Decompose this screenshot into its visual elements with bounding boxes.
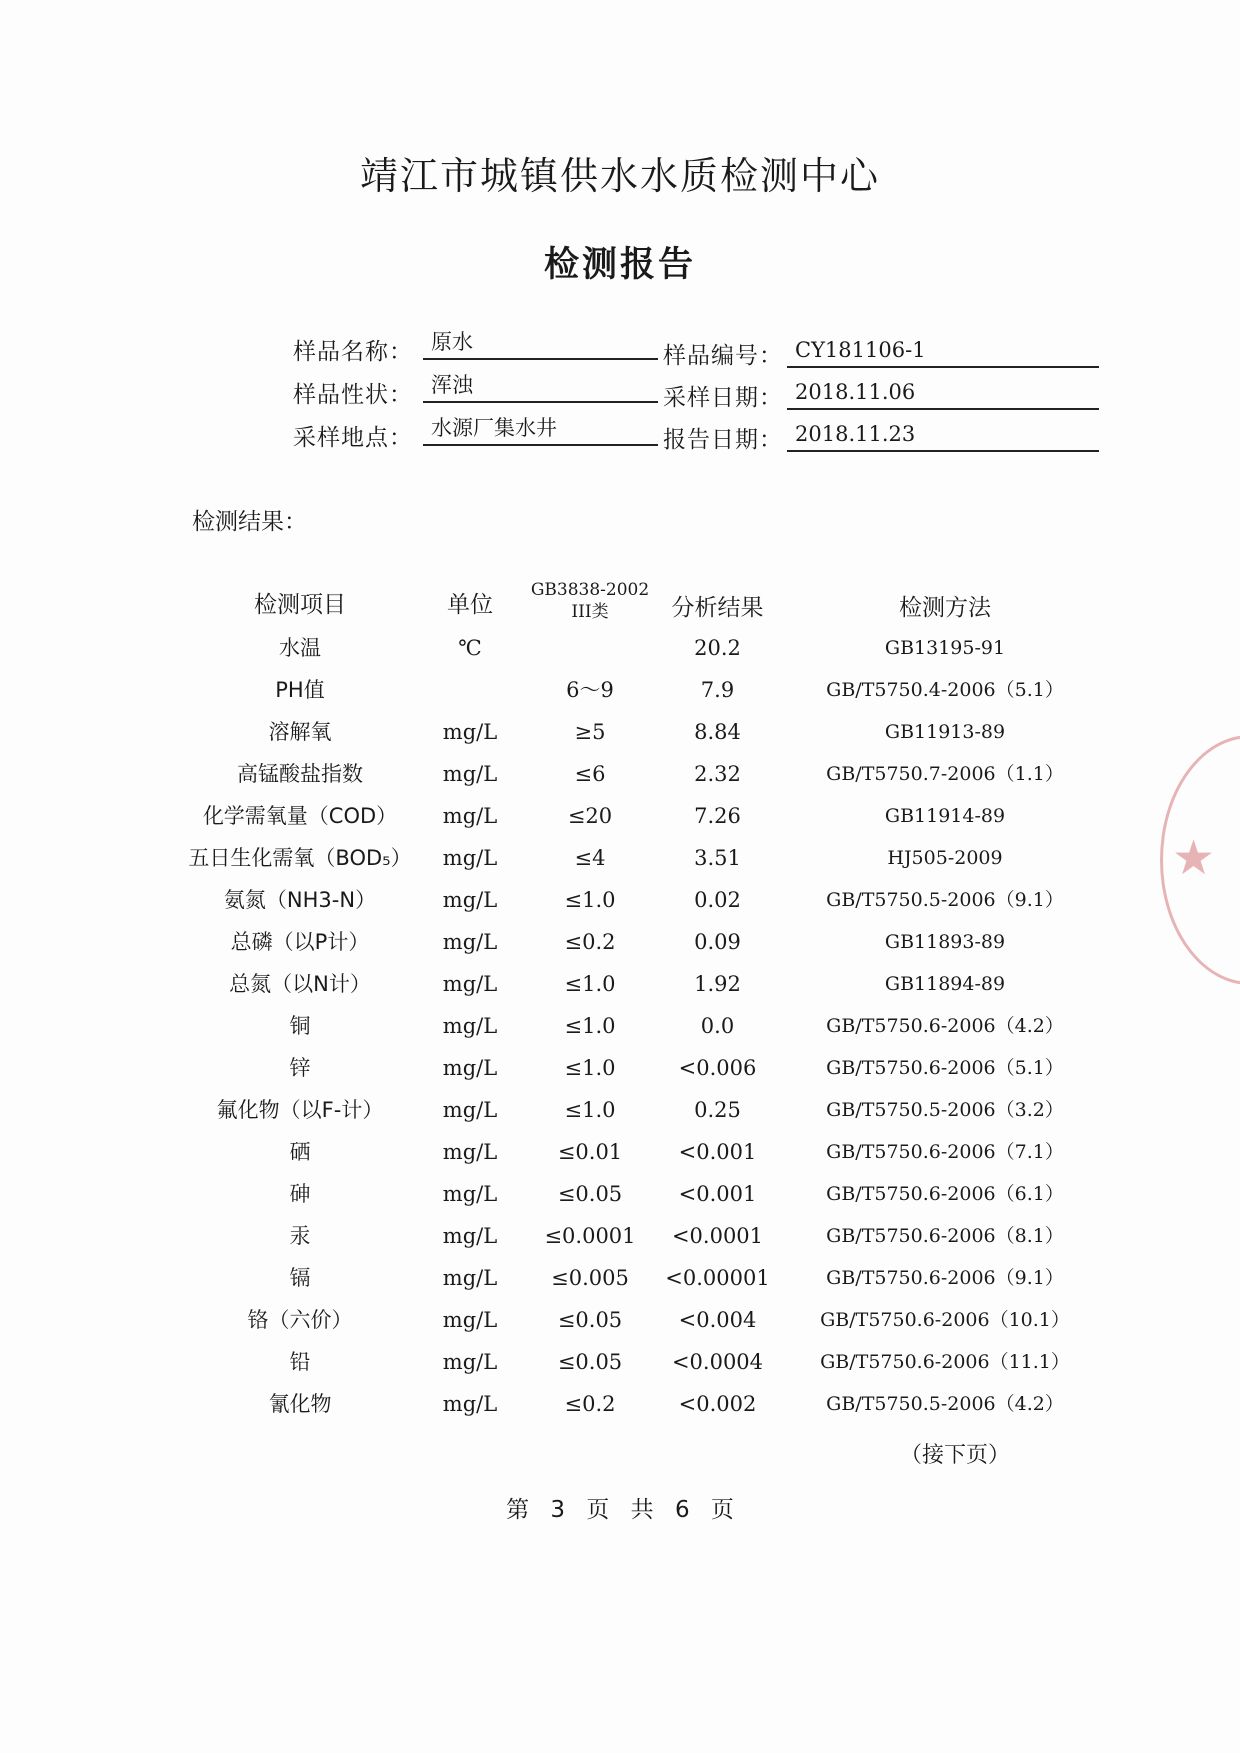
table-row [0, 1299, 1240, 1341]
row-standard: ≤1.0 [564, 1014, 616, 1038]
row-result: 3.51 [694, 846, 741, 870]
row-unit: mg/L [442, 930, 498, 954]
row-standard: ≤1.0 [564, 972, 616, 996]
row-standard: ≤0.05 [557, 1182, 623, 1206]
table-row [0, 879, 1240, 921]
row-standard: ≤20 [567, 804, 613, 828]
table-row [0, 1047, 1240, 1089]
row-method: GB11894-89 [884, 973, 1006, 995]
row-result: <0.006 [678, 1056, 757, 1080]
row-unit: mg/L [442, 1350, 498, 1374]
header-standard-code: GB3838-2002 [530, 580, 650, 600]
row-result: 7.9 [700, 678, 735, 702]
table-row [0, 795, 1240, 837]
row-standard: ≤1.0 [564, 888, 616, 912]
row-item: 氰化物 [268, 1392, 332, 1416]
row-result: 0.25 [694, 1098, 741, 1122]
row-standard: ≤0.0001 [544, 1224, 636, 1248]
row-standard [520, 627, 660, 669]
row-unit: mg/L [442, 1140, 498, 1164]
row-item: 五日生化需氧（BOD₅） [188, 846, 412, 870]
row-standard: ≤0.05 [557, 1308, 623, 1332]
sample-name-label: 样品名称： [293, 339, 413, 365]
row-unit: ℃ [458, 636, 482, 660]
row-result: <0.00001 [665, 1266, 770, 1290]
row-standard: ≤0.05 [557, 1350, 623, 1374]
row-item: 铅 [289, 1350, 311, 1374]
header-item: 检测项目 [254, 592, 346, 618]
table-row [0, 1341, 1240, 1383]
row-result: 8.84 [694, 720, 741, 744]
row-result: <0.0001 [671, 1224, 764, 1248]
row-item: 溶解氧 [268, 720, 332, 744]
row-unit: mg/L [442, 972, 498, 996]
row-method: GB11893-89 [884, 931, 1006, 953]
report-date-label: 报告日期： [663, 427, 783, 453]
row-result: 0.09 [694, 930, 741, 954]
row-unit: mg/L [442, 846, 498, 870]
row-result: <0.001 [678, 1182, 757, 1206]
table-row [0, 1005, 1240, 1047]
row-standard: ≤0.01 [557, 1140, 623, 1164]
row-standard: ≤0.2 [564, 930, 616, 954]
table-row [0, 753, 1240, 795]
row-item: 总氮（以N计） [229, 972, 371, 996]
row-method: HJ505-2009 [887, 847, 1003, 869]
row-result: 1.92 [694, 972, 741, 996]
row-unit: mg/L [442, 762, 498, 786]
table-row [0, 1215, 1240, 1257]
table-row [0, 1173, 1240, 1215]
continued-note: （接下页） [900, 1443, 1011, 1468]
row-item: PH值 [275, 678, 325, 702]
row-item: 硒 [289, 1140, 311, 1164]
sample-no-label: 样品编号： [663, 343, 783, 369]
sampling-date-value: 2018.11.06 [787, 380, 1099, 410]
sample-name-value: 原水 [423, 330, 658, 360]
row-standard: ≤0.005 [551, 1266, 629, 1290]
row-method: GB/T5750.6-2006（9.1） [826, 1267, 1064, 1289]
row-unit: mg/L [442, 888, 498, 912]
row-unit: mg/L [442, 1392, 498, 1416]
row-method: GB/T5750.6-2006（4.2） [826, 1015, 1064, 1037]
table-row [0, 1383, 1240, 1425]
row-item: 氟化物（以F-计） [216, 1098, 384, 1122]
sample-property-label: 样品性状： [293, 382, 413, 408]
row-method: GB11913-89 [884, 721, 1006, 743]
row-result: 2.32 [694, 762, 741, 786]
sample-no-value: CY181106-1 [787, 338, 1099, 368]
header-standard-class: III类 [571, 602, 609, 622]
sampling-date-label: 采样日期： [663, 385, 783, 411]
table-row [0, 1257, 1240, 1299]
row-unit: mg/L [442, 1014, 498, 1038]
row-standard: ≤1.0 [564, 1098, 616, 1122]
row-unit: mg/L [442, 1266, 498, 1290]
table-row [0, 1089, 1240, 1131]
sampling-site-label: 采样地点： [293, 425, 413, 451]
table-row [0, 921, 1240, 963]
row-item: 锌 [289, 1056, 311, 1080]
row-item: 化学需氧量（COD） [202, 804, 398, 828]
report-date-value: 2018.11.23 [787, 422, 1099, 452]
row-result: <0.0004 [671, 1350, 764, 1374]
row-method: GB/T5750.6-2006（6.1） [826, 1183, 1064, 1205]
table-row [0, 711, 1240, 753]
row-result: <0.002 [678, 1392, 757, 1416]
row-item: 水温 [279, 636, 321, 660]
row-unit: mg/L [442, 1308, 498, 1332]
sampling-site-value: 水源厂集水井 [423, 416, 658, 446]
sample-property-value: 浑浊 [423, 373, 658, 403]
row-unit: mg/L [442, 1098, 498, 1122]
row-standard: ≤4 [574, 846, 606, 870]
row-standard: ≤1.0 [564, 1056, 616, 1080]
table-row [0, 837, 1240, 879]
row-method: GB/T5750.6-2006（7.1） [826, 1141, 1064, 1163]
row-method: GB/T5750.5-2006（3.2） [826, 1099, 1064, 1121]
header-standard [520, 579, 660, 623]
row-standard: 6～9 [566, 678, 614, 702]
row-unit: mg/L [442, 1056, 498, 1080]
row-result: 7.26 [694, 804, 741, 828]
row-result: 0.0 [700, 1014, 735, 1038]
row-unit: mg/L [442, 804, 498, 828]
row-item: 氨氮（NH3-N） [223, 888, 377, 912]
row-method: GB/T5750.4-2006（5.1） [826, 679, 1064, 701]
table-row [0, 963, 1240, 1005]
row-result: 0.02 [694, 888, 741, 912]
row-standard: ≥5 [574, 720, 606, 744]
row-item: 高锰酸盐指数 [237, 762, 363, 786]
row-method: GB13195-91 [884, 637, 1006, 659]
row-item: 铬（六价） [247, 1308, 353, 1332]
table-row [0, 669, 1240, 711]
row-method: GB/T5750.6-2006（8.1） [826, 1225, 1064, 1247]
row-result: 20.2 [694, 636, 741, 660]
row-result: <0.004 [678, 1308, 757, 1332]
row-unit: mg/L [442, 720, 498, 744]
seal-star-icon: ★ [1172, 830, 1216, 886]
row-item: 砷 [289, 1182, 311, 1206]
row-method: GB/T5750.6-2006（11.1） [820, 1351, 1070, 1373]
row-result: <0.001 [678, 1140, 757, 1164]
table-row [0, 1131, 1240, 1173]
row-method: GB/T5750.6-2006（5.1） [826, 1057, 1064, 1079]
row-item: 镉 [289, 1266, 311, 1290]
row-method: GB/T5750.5-2006（9.1） [826, 889, 1064, 911]
header-result: 分析结果 [671, 595, 764, 621]
header-method: 检测方法 [899, 595, 991, 621]
row-item: 总磷（以P计） [230, 930, 370, 954]
row-method: GB/T5750.5-2006（4.2） [826, 1393, 1064, 1415]
header-unit: 单位 [447, 592, 493, 618]
row-standard: ≤0.2 [564, 1392, 616, 1416]
row-item: 汞 [289, 1224, 311, 1248]
row-method: GB11914-89 [884, 805, 1006, 827]
results-label: 检测结果： [192, 509, 307, 535]
row-item: 铜 [289, 1014, 311, 1038]
row-standard: ≤6 [574, 762, 606, 786]
report-title: 检测报告 [543, 245, 696, 285]
row-unit: mg/L [442, 1224, 498, 1248]
row-method: GB/T5750.6-2006（10.1） [820, 1309, 1070, 1331]
row-unit: mg/L [442, 1182, 498, 1206]
table-row [0, 627, 1240, 669]
organization-title: 靖江市城镇供水水质检测中心 [359, 154, 880, 198]
row-method: GB/T5750.7-2006（1.1） [826, 763, 1064, 785]
row-unit [420, 669, 520, 711]
page-number: 第 3 页 共 6 页 [506, 1497, 734, 1523]
